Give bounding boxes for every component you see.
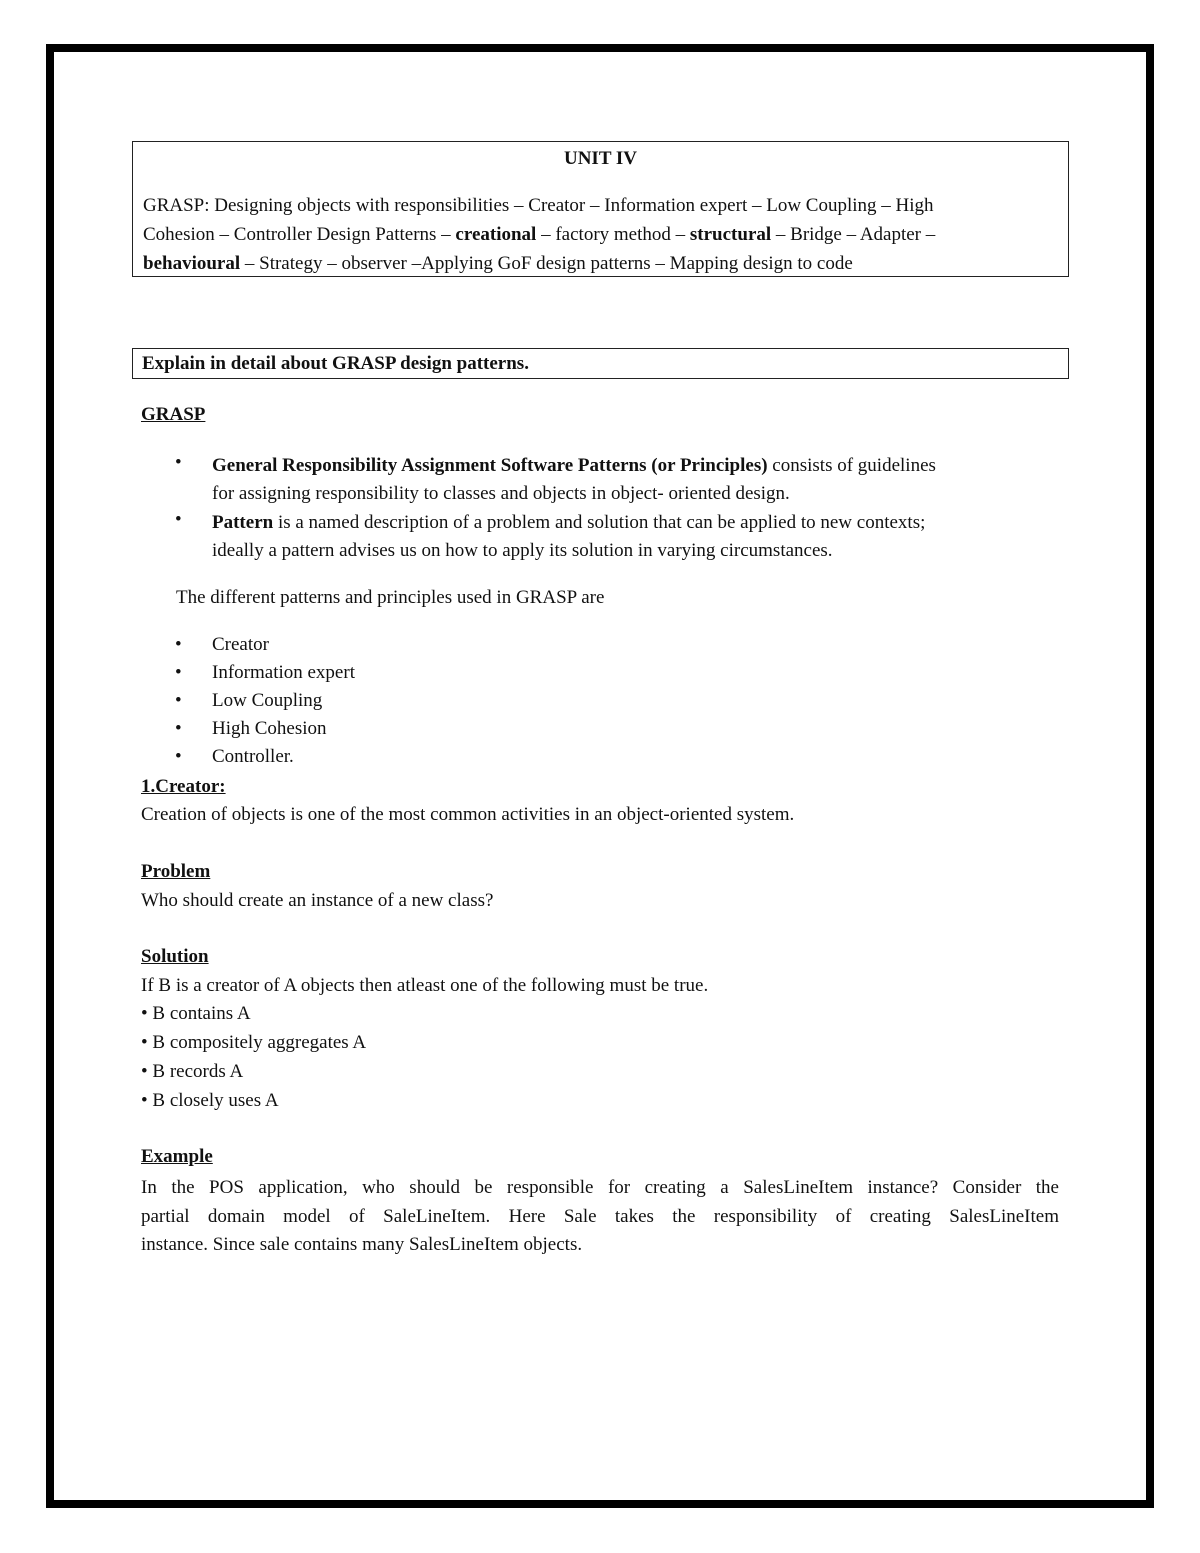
pattern-item: High Cohesion <box>212 718 327 739</box>
unit-syllabus-box <box>132 141 1069 277</box>
patterns-list <box>0 634 1200 776</box>
bullet-dot: • <box>175 634 182 655</box>
syllabus-line <box>143 220 1058 249</box>
grasp-heading: GRASP <box>141 404 206 425</box>
bullet-dot: • <box>175 690 182 711</box>
bullet-dot: • <box>175 452 182 473</box>
patterns-intro: The different patterns and principles used in GRASP are <box>176 587 605 608</box>
syllabus-segment: – factory method – <box>536 224 690 245</box>
example-line: partial domain model of SaleLineItem. Here Sale takes the responsibility of creating SalesLineItem <box>141 1205 1059 1227</box>
solution-point: • B records A <box>141 1061 244 1082</box>
pattern-definition-text: is a named description of a problem and solution that can be applied to new contexts; <box>273 512 926 533</box>
solution-heading: Solution <box>141 946 209 967</box>
problem-heading: Problem <box>141 861 211 882</box>
pattern-term: Pattern <box>212 512 274 533</box>
syllabus-bold-behavioural: behavioural <box>143 253 241 274</box>
grasp-definition-text: for assigning responsibility to classes and objects in object- oriented design. <box>212 483 790 504</box>
bullet-dot: • <box>175 746 182 767</box>
example-heading: Example <box>141 1146 213 1167</box>
syllabus-line: GRASP: Designing objects with responsibilities – Creator – Information expert – Low Coupling – High <box>143 195 934 216</box>
unit-title: UNIT IV <box>563 148 638 169</box>
syllabus-segment: Cohesion – Controller Design Patterns – <box>143 224 456 245</box>
solution-point: • B contains A <box>141 1003 251 1024</box>
question-text: Explain in detail about GRASP design patterns. <box>142 353 529 374</box>
solution-text: If B is a creator of A objects then atleast one of the following must be true. <box>141 975 709 996</box>
syllabus-bold-creational: creational <box>455 224 537 245</box>
solution-point: • B compositely aggregates A <box>141 1032 367 1053</box>
bullet-dot: • <box>175 662 182 683</box>
creator-description: Creation of objects is one of the most common activities in an object-oriented system. <box>141 804 795 825</box>
unit-syllabus-text <box>143 191 1058 278</box>
grasp-definition-text: consists of guidelines <box>767 455 936 476</box>
bullet-dot: • <box>175 718 182 739</box>
solution-point: • B closely uses A <box>141 1090 279 1111</box>
pattern-item: Creator <box>212 634 269 655</box>
syllabus-segment: – Strategy – observer –Applying GoF design patterns – Mapping design to code <box>240 253 853 274</box>
creator-heading: 1.Creator: <box>141 776 226 797</box>
example-line: instance. Since sale contains many SalesLineItem objects. <box>141 1234 583 1255</box>
example-paragraph <box>141 1174 1059 1260</box>
grasp-definition-list <box>0 452 1200 572</box>
example-line: In the POS application, who should be responsible for creating a SalesLineItem instance? Consider the <box>141 1177 1059 1198</box>
grasp-definition-item <box>212 452 1060 508</box>
question-box <box>132 348 1069 379</box>
grasp-term: General Responsibility Assignment Software Patterns (or Principles) <box>212 455 768 476</box>
bullet-dot: • <box>175 509 182 530</box>
syllabus-segment: – Bridge – Adapter – <box>771 224 936 245</box>
pattern-item: Low Coupling <box>212 690 323 711</box>
syllabus-bold-structural: structural <box>689 224 772 245</box>
pattern-definition-item <box>212 509 1072 565</box>
syllabus-line <box>143 249 1058 278</box>
problem-text: Who should create an instance of a new class? <box>141 890 494 911</box>
pattern-definition-text: ideally a pattern advises us on how to apply its solution in varying circumstances. <box>212 540 833 561</box>
pattern-item: Controller. <box>212 746 294 767</box>
pattern-item: Information expert <box>212 662 355 683</box>
